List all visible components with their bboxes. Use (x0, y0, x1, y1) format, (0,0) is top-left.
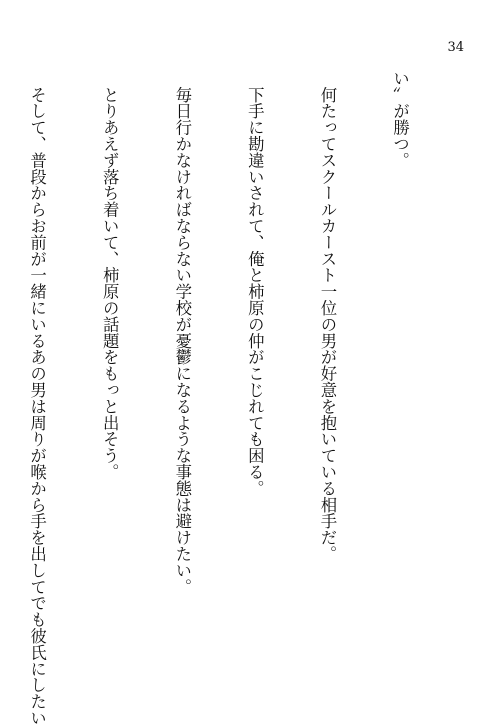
text-line: 何たってスクールカースト一位の男が好意を抱いている相手だ。 (317, 70, 337, 562)
text-line: 毎日行かなければならない学校が憂鬱になるような事態は避けたい。 (172, 70, 192, 595)
text-line: とりあえず落ち着いて、柿原の話題をもっと出そう。 (100, 70, 120, 480)
text-line: 下手に勘違いされて、俺と柿原の仲がこじれても困る。 (245, 70, 265, 497)
page-number: 34 (447, 40, 464, 55)
novel-body-text (27, 70, 460, 726)
text-line: そして、普段からお前が一緒にいるあの男は周りが喉から手を出してでも彼氏にしたい (27, 70, 47, 726)
text-line: い〟が勝つ。 (390, 70, 410, 169)
